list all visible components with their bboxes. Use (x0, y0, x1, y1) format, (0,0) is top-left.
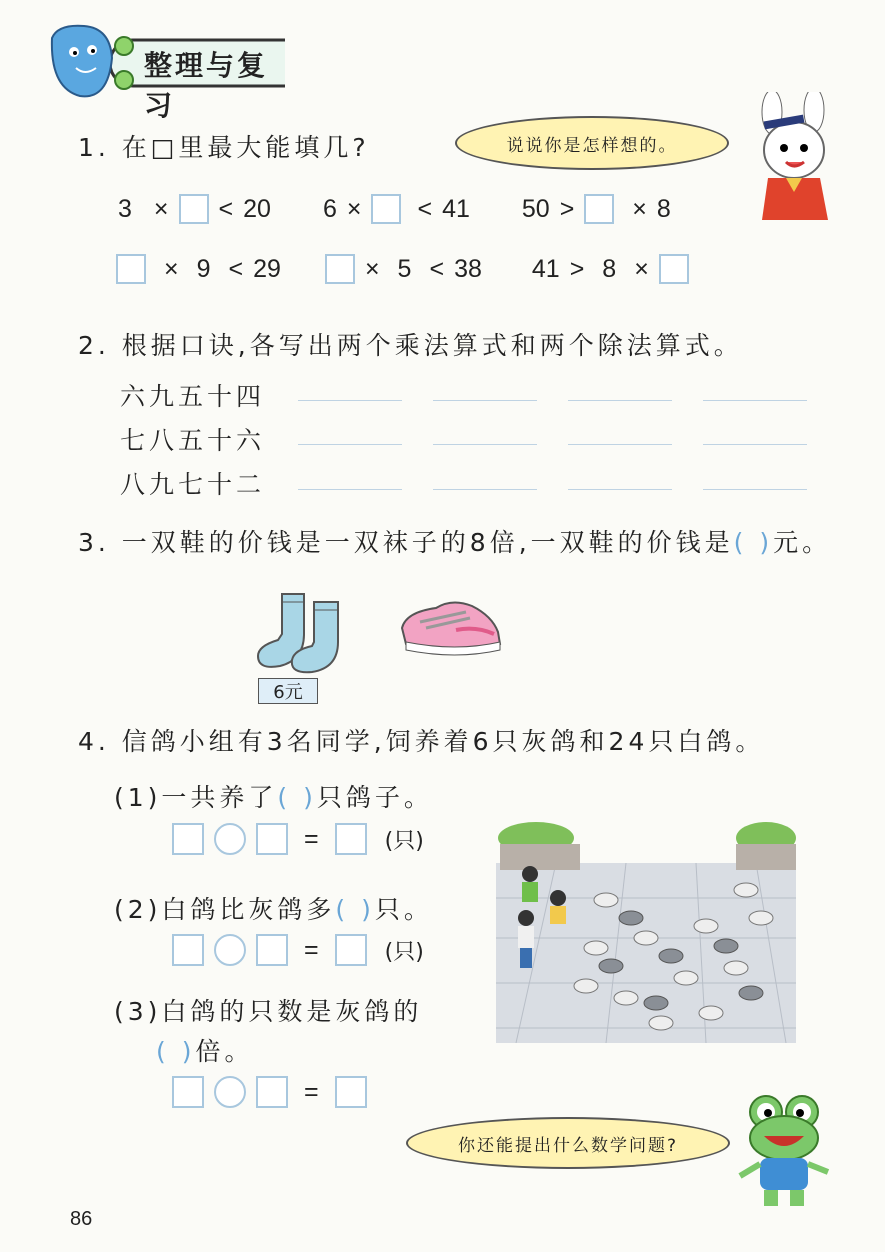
q1-row2 (116, 254, 689, 284)
q1-r1-b1: 20 (243, 194, 271, 223)
answer-box[interactable] (325, 254, 355, 284)
q1-r2-op2: × (364, 254, 380, 283)
q2-item-2: 七八五十六 (120, 426, 266, 455)
socks-icon (252, 590, 352, 675)
answer-box[interactable] (179, 194, 209, 224)
q4-hint-bubble (406, 1117, 730, 1169)
rabbit-mascot-icon (750, 92, 840, 222)
q3-answer-paren[interactable]: ( ) (733, 528, 774, 557)
equals-sign: = (304, 1077, 319, 1106)
q3-title-post: 元。 (773, 528, 832, 557)
q1-r2-a3: 41 (531, 254, 560, 283)
q4-hint-text: 你还能提出什么数学问题? (457, 1135, 679, 1156)
answer-box[interactable] (172, 934, 204, 966)
q2-title: 2. 根据口诀,各写出两个乘法算式和两个除法算式。 (78, 331, 743, 360)
q1-r2-b3: 8 (602, 254, 617, 283)
q4-sub1-post: 只鸽子。 (316, 783, 433, 812)
frog-mascot-icon (734, 1092, 834, 1212)
header-title: 整理与复习 (144, 49, 269, 122)
q1-hint-text: 说说你是怎样想的。 (506, 135, 678, 156)
answer-box[interactable] (659, 254, 689, 284)
unit-label: (只) (384, 828, 424, 854)
pigeon-square-illustration (496, 818, 796, 1043)
q4-sub3-equation (172, 1076, 367, 1108)
q4-sub2-pre: (2)白鸽比灰鸽多 (114, 895, 336, 924)
q2-item-1: 六九五十四 (120, 382, 266, 411)
q1-r1-op2: × (346, 194, 362, 223)
q1-r1-a2: 6 (322, 194, 337, 223)
q4-sub1-pre: (1)一共养了 (114, 783, 278, 812)
equals-sign: = (304, 935, 319, 964)
answer-line[interactable] (433, 444, 537, 445)
answer-line[interactable] (568, 444, 672, 445)
q1-title: 1. 在□里最大能填几? (78, 133, 370, 162)
q4-sub2-equation (172, 934, 424, 966)
q1-r2-b2: 38 (454, 254, 482, 283)
answer-line[interactable] (703, 489, 807, 490)
q4-sub3-line2 (156, 1032, 253, 1068)
q3-title (78, 523, 831, 559)
answer-line[interactable] (703, 444, 807, 445)
q2-item-3: 八九七十二 (120, 470, 266, 499)
operator-circle[interactable] (214, 823, 246, 855)
q1-r1-b2: 41 (442, 194, 470, 223)
answer-box[interactable] (371, 194, 401, 224)
answer-line[interactable] (433, 489, 537, 490)
q4-sub2 (114, 890, 433, 926)
answer-box[interactable] (256, 823, 288, 855)
q1-r1-b3: 8 (656, 194, 671, 223)
q1-r1-a3: 50 (521, 194, 550, 223)
q4-title: 4. 信鸽小组有3名同学,饲养着6只灰鸽和24只白鸽。 (78, 727, 765, 756)
q4-sub1-equation (172, 823, 424, 855)
answer-box[interactable] (584, 194, 614, 224)
q1-r1-cmp3: > (559, 194, 575, 223)
q1-r2-cmp1: < (228, 254, 244, 283)
operator-circle[interactable] (214, 934, 246, 966)
q1-r1-cmp1: < (218, 194, 234, 223)
q4-sub2-paren[interactable]: ( ) (335, 895, 375, 924)
page-number: 86 (70, 1208, 93, 1230)
price-tag-text: 6元 (273, 682, 303, 703)
q1-r2-b1: 29 (253, 254, 281, 283)
answer-box[interactable] (256, 1076, 288, 1108)
answer-line[interactable] (298, 489, 402, 490)
q4-sub3-post: 倍。 (195, 1037, 254, 1066)
q4-sub3-line1: (3)白鸽的只数是灰鸽的 (114, 997, 423, 1026)
price-tag (258, 678, 318, 704)
answer-line[interactable] (298, 400, 402, 401)
q1-r1-op3: × (632, 194, 647, 223)
operator-circle[interactable] (214, 1076, 246, 1108)
q4-sub2-post: 只。 (374, 895, 433, 924)
q4-sub1-paren[interactable]: ( ) (277, 783, 317, 812)
answer-box[interactable] (256, 934, 288, 966)
answer-box[interactable] (335, 823, 367, 855)
q1-r1-cmp2: < (417, 194, 433, 223)
q1-hint-bubble (455, 116, 729, 170)
equals-sign: = (304, 824, 319, 853)
answer-line[interactable] (298, 444, 402, 445)
q4-sub1 (114, 778, 433, 814)
answer-line[interactable] (703, 400, 807, 401)
q1-r2-op1: × (164, 254, 179, 283)
q1-r2-op3: × (634, 254, 649, 283)
section-header (40, 18, 285, 122)
q1-r1-a1: 3 (118, 194, 132, 223)
answer-box[interactable] (116, 254, 146, 284)
q3-title-pre: 3. 一双鞋的价钱是一双袜子的8倍,一双鞋的价钱是 (78, 528, 734, 557)
unit-label: (只) (384, 939, 424, 965)
answer-box[interactable] (172, 1076, 204, 1108)
answer-line[interactable] (568, 489, 672, 490)
sneakers-icon (396, 592, 511, 667)
answer-box[interactable] (335, 934, 367, 966)
answer-line[interactable] (568, 400, 672, 401)
q1-r2-a1: 9 (196, 254, 211, 283)
q1-r2-a2: 5 (397, 254, 412, 283)
answer-box[interactable] (172, 823, 204, 855)
q1-r2-cmp3: > (569, 254, 585, 283)
q4-sub3-paren[interactable]: ( ) (156, 1037, 196, 1066)
q1-r2-cmp2: < (429, 254, 445, 283)
answer-box[interactable] (335, 1076, 367, 1108)
q1-row1 (118, 194, 671, 224)
q1-r1-op1: × (153, 194, 169, 223)
answer-line[interactable] (433, 400, 537, 401)
